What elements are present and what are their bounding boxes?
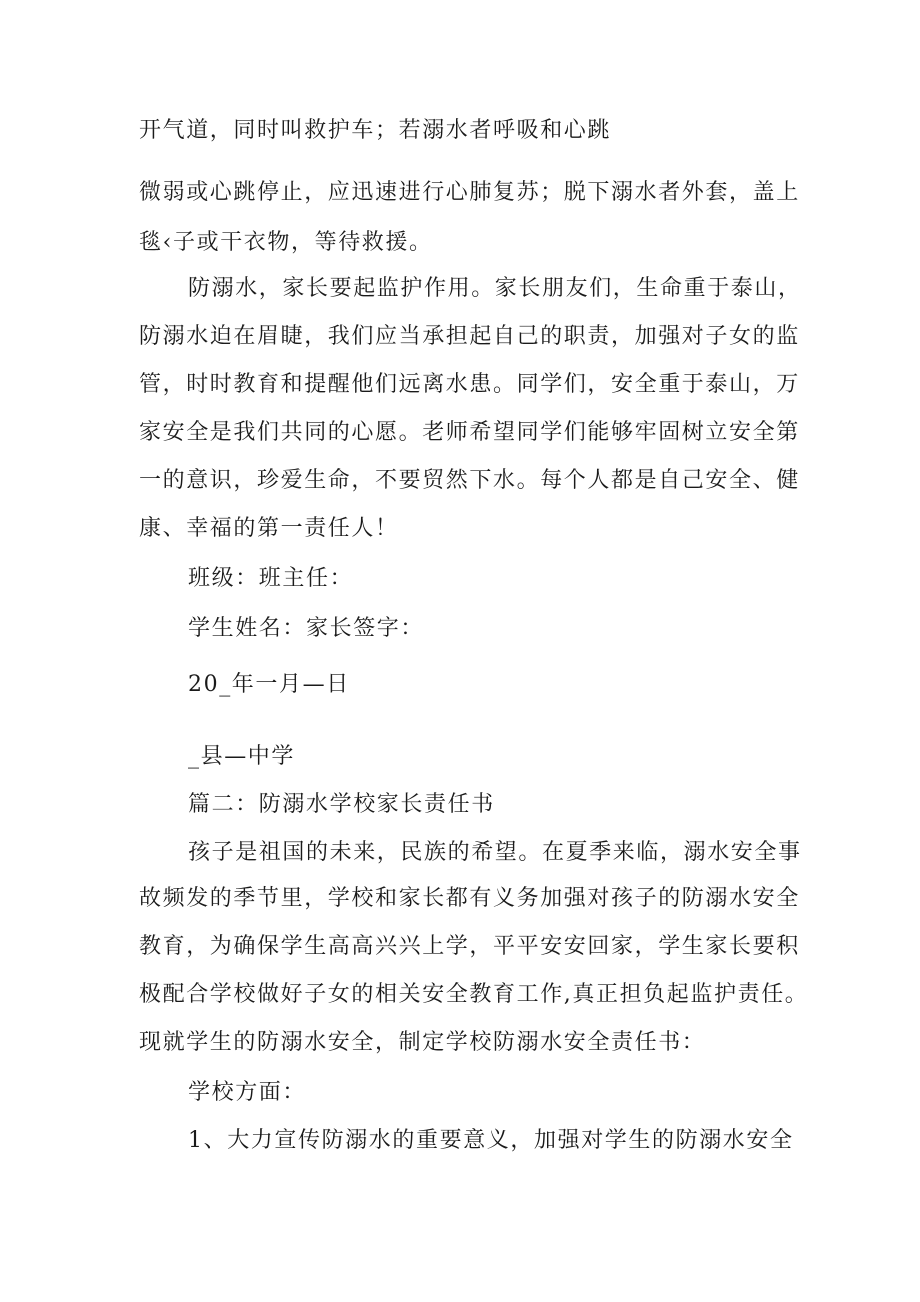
text-line: 极配合学校做好子女的相关安全教育工作,真正担负起监护责任。	[139, 982, 809, 1007]
text-line: 毯‹子或干衣物，等待救援。	[139, 230, 433, 255]
text-line: 教育，为确保学生高高兴兴上学，平平安安回家，学生家长要积	[139, 934, 800, 959]
text-line: 防溺水迫在眉睫，我们应当承担起自己的职责，加强对子女的监	[139, 324, 800, 349]
date-field: 20_年一月—日	[188, 672, 350, 697]
section-heading: 篇二：防溺水学校家长责任书	[188, 792, 495, 817]
text-line: 家安全是我们共同的心愿。老师希望同学们能够牢固树立安全第	[139, 420, 800, 445]
school-name: _县—中学	[188, 744, 296, 769]
text-line: 故频发的季节里，学校和家长都有义务加强对孩子的防溺水安全	[139, 886, 800, 911]
text-line: 开气道，同时叫救护车；若溺水者呼吸和心跳	[139, 118, 612, 143]
student-parent-signature-field: 学生姓名：家长签字：	[188, 616, 425, 641]
text-line: 现就学生的防溺水安全，制定学校防溺水安全责任书：	[139, 1030, 706, 1055]
text-line: 一的意识，珍爱生命，不要贸然下水。每个人都是自己安全、健	[139, 468, 800, 493]
text-line: 康、幸福的第一责任人！	[139, 516, 399, 541]
numbered-item: 1、大力宣传防溺水的重要意义，加强对学生的防溺水安全	[188, 1128, 794, 1153]
class-teacher-field: 班级：班主任：	[188, 566, 354, 591]
paragraph-start: 防溺水，家长要起监护作用。家长朋友们，生命重于泰山，	[188, 276, 802, 301]
text-line: 管，时时教育和提醒他们远离水患。同学们，安全重于泰山，万	[139, 372, 800, 397]
text-line: 微弱或心跳停止，应迅速进行心肺复苏；脱下溺水者外套，盖上	[139, 180, 800, 205]
paragraph-start: 孩子是祖国的未来，民族的希望。在夏季来临，溺水安全事	[188, 840, 802, 865]
subsection-heading: 学校方面：	[188, 1080, 307, 1105]
